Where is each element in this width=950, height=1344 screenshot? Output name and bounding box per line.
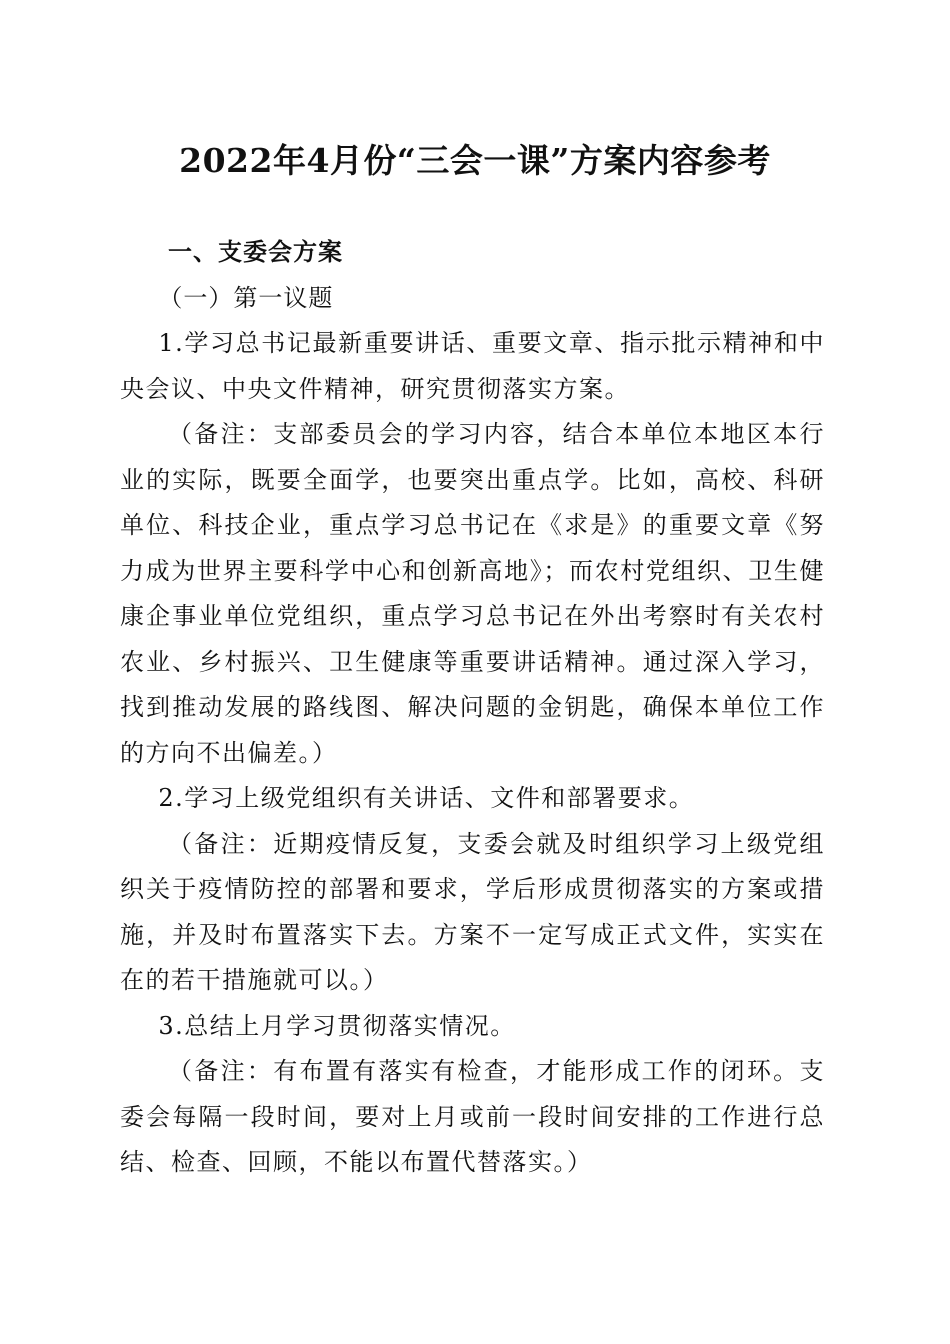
subsection-heading: （一）第一议题 [158,283,334,312]
agenda-item-2: 2.学习上级党组织有关讲话、文件和部署要求。 [158,784,695,812]
agenda-item-3: 3.总结上月学习贯彻落实情况。 [158,1011,516,1040]
agenda-item-1: 1.学习总书记最新重要讲话、重要文章、指示批示精神和中央会议、中央文件精神，研究贯彻落实方案。 [120,329,825,403]
section-heading: 一、支委会方案 [168,238,343,266]
document-title: 2022年4月份“三会一课”方案内容参考 [179,141,771,180]
agenda-note-2: （备注：近期疫情反复，支委会就及时组织学习上级党组织关于疫情防控的部署和要求，学后形成贯彻落实的方案或措施，并及时布置落实下去。方案不一定写成正式文件，实实在在的若干措施就可以。） [120,829,825,994]
document-body [120,230,825,1186]
agenda-note-3: （备注：有布置有落实有检查，才能形成工作的闭环。支委会每隔一段时间，要对上月或前一段时间安排的工作进行总结、检查、回顾，不能以布置代替落实。） [120,1057,825,1176]
agenda-note-1: （备注：支部委员会的学习内容，结合本单位本地区本行业的实际，既要全面学，也要突出重点学。比如，高校、科研单位、科技企业，重点学习总书记在《求是》的重要文章《努力成为世界主要科学中心和创新高地》；而农村党组织、卫生健康企事业单位党组织，重点学习总书记在外出考察时有关农村农业、乡村振兴、卫生健康等重要讲话精神。通过深入学习，找到推动发展的路线图、解决问题的金钥匙，确保本单位工作的方向不出偏差。） [120,420,825,767]
